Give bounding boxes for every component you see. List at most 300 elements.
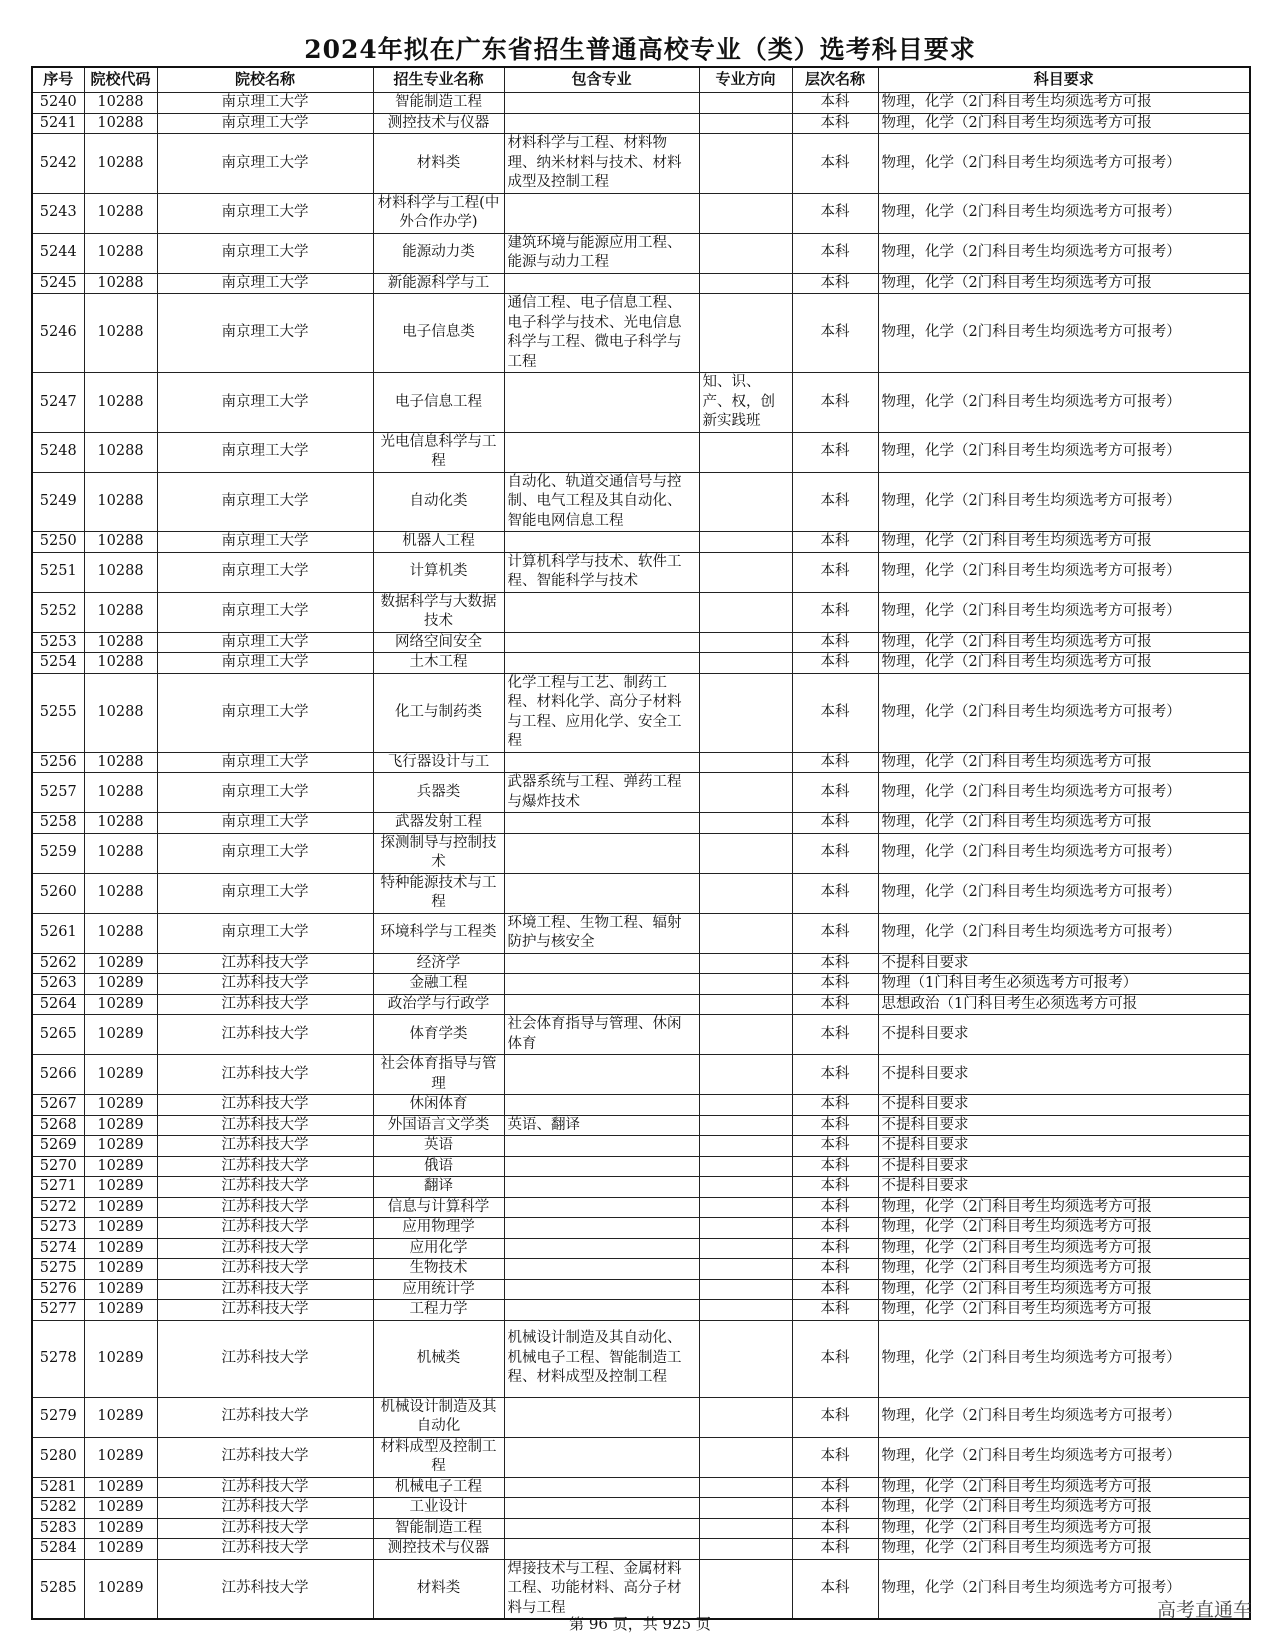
school-code-cell: 10289 bbox=[84, 1259, 157, 1280]
seq-cell: 5245 bbox=[32, 273, 84, 294]
seq-cell: 5272 bbox=[32, 1197, 84, 1218]
requirement-cell: 物理，化学（2门科目考生均须选考方可报 bbox=[878, 532, 1250, 553]
level-cell: 本科 bbox=[792, 953, 878, 974]
school-name-cell: 南京理工大学 bbox=[157, 93, 373, 114]
school-name-cell: 江苏科技大学 bbox=[157, 994, 373, 1015]
school-code-cell: 10288 bbox=[84, 432, 157, 472]
major-cell: 自动化类 bbox=[373, 472, 504, 532]
level-cell: 本科 bbox=[792, 1437, 878, 1477]
school-code-cell: 10288 bbox=[84, 673, 157, 752]
requirement-cell: 物理，化学（2门科目考生均须选考方可报考） bbox=[878, 1437, 1250, 1477]
requirement-cell: 物理，化学（2门科目考生均须选考方可报考） bbox=[878, 833, 1250, 873]
table-row bbox=[32, 1397, 1250, 1437]
table-row bbox=[32, 294, 1250, 373]
included-majors-cell: 材料科学与工程、材料物理、纳米材料与技术、材料成型及控制工程 bbox=[504, 134, 699, 194]
direction-cell bbox=[699, 1259, 792, 1280]
page-title: 2024年拟在广东省招生普通高校专业（类）选考科目要求 bbox=[304, 35, 976, 64]
seq-cell: 5251 bbox=[32, 552, 84, 592]
school-name-cell: 江苏科技大学 bbox=[157, 1477, 373, 1498]
school-name-cell: 南京理工大学 bbox=[157, 113, 373, 134]
level-cell: 本科 bbox=[792, 1015, 878, 1055]
table-row bbox=[32, 1095, 1250, 1116]
level-cell: 本科 bbox=[792, 653, 878, 674]
level-cell: 本科 bbox=[792, 294, 878, 373]
included-majors-cell: 英语、翻译 bbox=[504, 1115, 699, 1136]
level-cell: 本科 bbox=[792, 552, 878, 592]
included-majors-cell bbox=[504, 532, 699, 553]
level-cell: 本科 bbox=[792, 193, 878, 233]
major-cell: 兵器类 bbox=[373, 773, 504, 813]
table-row bbox=[32, 1518, 1250, 1539]
table-row bbox=[32, 1115, 1250, 1136]
seq-cell: 5250 bbox=[32, 532, 84, 553]
direction-cell bbox=[699, 1197, 792, 1218]
major-cell: 材料类 bbox=[373, 1559, 504, 1619]
level-cell: 本科 bbox=[792, 1539, 878, 1560]
major-cell: 土木工程 bbox=[373, 653, 504, 674]
level-cell: 本科 bbox=[792, 1115, 878, 1136]
school-name-cell: 江苏科技大学 bbox=[157, 1320, 373, 1397]
major-cell: 机械电子工程 bbox=[373, 1477, 504, 1498]
seq-cell: 5255 bbox=[32, 673, 84, 752]
seq-cell: 5249 bbox=[32, 472, 84, 532]
direction-cell bbox=[699, 1539, 792, 1560]
direction-cell bbox=[699, 1136, 792, 1157]
included-majors-cell: 计算机科学与技术、软件工程、智能科学与技术 bbox=[504, 552, 699, 592]
requirement-cell: 物理，化学（2门科目考生均须选考方可报 bbox=[878, 1218, 1250, 1239]
included-majors-cell bbox=[504, 1437, 699, 1477]
included-majors-cell bbox=[504, 1279, 699, 1300]
level-cell: 本科 bbox=[792, 974, 878, 995]
level-cell: 本科 bbox=[792, 113, 878, 134]
level-cell: 本科 bbox=[792, 472, 878, 532]
direction-cell bbox=[699, 833, 792, 873]
direction-cell bbox=[699, 752, 792, 773]
level-cell: 本科 bbox=[792, 1156, 878, 1177]
direction-cell bbox=[699, 773, 792, 813]
school-code-cell: 10288 bbox=[84, 472, 157, 532]
included-majors-cell: 化学工程与工艺、制药工程、材料化学、高分子材料与工程、应用化学、安全工程 bbox=[504, 673, 699, 752]
table-row bbox=[32, 1218, 1250, 1239]
major-cell: 应用统计学 bbox=[373, 1279, 504, 1300]
table-row bbox=[32, 1279, 1250, 1300]
major-cell: 电子信息类 bbox=[373, 294, 504, 373]
table-row bbox=[32, 432, 1250, 472]
major-cell: 新能源科学与工 bbox=[373, 273, 504, 294]
school-name-cell: 南京理工大学 bbox=[157, 592, 373, 632]
seq-cell: 5254 bbox=[32, 653, 84, 674]
school-code-cell: 10288 bbox=[84, 294, 157, 373]
table-row bbox=[32, 373, 1250, 433]
direction-cell bbox=[699, 93, 792, 114]
requirement-cell: 物理，化学（2门科目考生均须选考方可报考） bbox=[878, 432, 1250, 472]
included-majors-cell bbox=[504, 1518, 699, 1539]
table-row bbox=[32, 1477, 1250, 1498]
direction-cell bbox=[699, 113, 792, 134]
seq-cell: 5265 bbox=[32, 1015, 84, 1055]
level-cell: 本科 bbox=[792, 273, 878, 294]
table-row bbox=[32, 752, 1250, 773]
school-code-cell: 10288 bbox=[84, 373, 157, 433]
school-name-cell: 江苏科技大学 bbox=[157, 1015, 373, 1055]
direction-cell bbox=[699, 233, 792, 273]
school-code-cell: 10289 bbox=[84, 1518, 157, 1539]
table-row bbox=[32, 833, 1250, 873]
major-cell: 应用物理学 bbox=[373, 1218, 504, 1239]
included-majors-cell bbox=[504, 1539, 699, 1560]
school-code-cell: 10288 bbox=[84, 273, 157, 294]
included-majors-cell: 机械设计制造及其自动化、机械电子工程、智能制造工程、材料成型及控制工程 bbox=[504, 1320, 699, 1397]
major-cell: 测控技术与仪器 bbox=[373, 113, 504, 134]
level-cell: 本科 bbox=[792, 1259, 878, 1280]
major-cell: 生物技术 bbox=[373, 1259, 504, 1280]
level-cell: 本科 bbox=[792, 1498, 878, 1519]
included-majors-cell bbox=[504, 1259, 699, 1280]
included-majors-cell bbox=[504, 653, 699, 674]
direction-cell bbox=[699, 1238, 792, 1259]
school-name-cell: 南京理工大学 bbox=[157, 472, 373, 532]
requirement-cell: 物理，化学（2门科目考生均须选考方可报考） bbox=[878, 373, 1250, 433]
major-cell: 工业设计 bbox=[373, 1498, 504, 1519]
included-majors-cell bbox=[504, 1397, 699, 1437]
major-cell: 工程力学 bbox=[373, 1300, 504, 1321]
school-name-cell: 南京理工大学 bbox=[157, 273, 373, 294]
level-cell: 本科 bbox=[792, 913, 878, 953]
school-code-cell: 10289 bbox=[84, 1015, 157, 1055]
direction-cell bbox=[699, 294, 792, 373]
major-cell: 能源动力类 bbox=[373, 233, 504, 273]
school-name-cell: 江苏科技大学 bbox=[157, 1055, 373, 1095]
school-name-cell: 南京理工大学 bbox=[157, 913, 373, 953]
table-row bbox=[32, 673, 1250, 752]
school-name-cell: 江苏科技大学 bbox=[157, 1279, 373, 1300]
direction-cell bbox=[699, 1055, 792, 1095]
table-row bbox=[32, 273, 1250, 294]
requirement-cell: 物理，化学（2门科目考生均须选考方可报考） bbox=[878, 1397, 1250, 1437]
level-cell: 本科 bbox=[792, 1477, 878, 1498]
seq-cell: 5263 bbox=[32, 974, 84, 995]
school-code-cell: 10289 bbox=[84, 1177, 157, 1198]
school-name-cell: 南京理工大学 bbox=[157, 632, 373, 653]
table-row bbox=[32, 813, 1250, 834]
requirement-cell: 物理，化学（2门科目考生均须选考方可报 bbox=[878, 1518, 1250, 1539]
level-cell: 本科 bbox=[792, 752, 878, 773]
major-cell: 英语 bbox=[373, 1136, 504, 1157]
table-row bbox=[32, 233, 1250, 273]
level-cell: 本科 bbox=[792, 1397, 878, 1437]
level-cell: 本科 bbox=[792, 592, 878, 632]
direction-cell bbox=[699, 994, 792, 1015]
direction-cell bbox=[699, 1115, 792, 1136]
direction-cell bbox=[699, 273, 792, 294]
level-cell: 本科 bbox=[792, 1300, 878, 1321]
included-majors-cell bbox=[504, 1136, 699, 1157]
seq-cell: 5275 bbox=[32, 1259, 84, 1280]
school-code-cell: 10289 bbox=[84, 1197, 157, 1218]
level-cell: 本科 bbox=[792, 1136, 878, 1157]
requirement-cell: 物理，化学（2门科目考生均须选考方可报考） bbox=[878, 592, 1250, 632]
direction-cell bbox=[699, 552, 792, 592]
seq-cell: 5262 bbox=[32, 953, 84, 974]
table-row bbox=[32, 994, 1250, 1015]
header-col-seq: 序号 bbox=[32, 67, 84, 93]
school-code-cell: 10289 bbox=[84, 1156, 157, 1177]
level-cell: 本科 bbox=[792, 773, 878, 813]
requirement-cell: 物理，化学（2门科目考生均须选考方可报考） bbox=[878, 472, 1250, 532]
school-name-cell: 南京理工大学 bbox=[157, 813, 373, 834]
included-majors-cell bbox=[504, 974, 699, 995]
school-code-cell: 10289 bbox=[84, 1559, 157, 1619]
included-majors-cell: 焊接技术与工程、金属材料工程、功能材料、高分子材料与工程 bbox=[504, 1559, 699, 1619]
page-number: 第 96 页，共 925 页 bbox=[569, 1615, 711, 1633]
school-name-cell: 南京理工大学 bbox=[157, 134, 373, 194]
requirement-cell: 物理，化学（2门科目考生均须选考方可报 bbox=[878, 1539, 1250, 1560]
table-row bbox=[32, 1539, 1250, 1560]
table-row bbox=[32, 193, 1250, 233]
school-code-cell: 10288 bbox=[84, 552, 157, 592]
header-col-included: 包含专业 bbox=[504, 67, 699, 93]
table-row bbox=[32, 1300, 1250, 1321]
requirement-cell: 不提科目要求 bbox=[878, 953, 1250, 974]
school-code-cell: 10289 bbox=[84, 1095, 157, 1116]
direction-cell bbox=[699, 1300, 792, 1321]
school-name-cell: 南京理工大学 bbox=[157, 193, 373, 233]
school-code-cell: 10288 bbox=[84, 233, 157, 273]
table-row bbox=[32, 532, 1250, 553]
included-majors-cell: 武器系统与工程、弹药工程与爆炸技术 bbox=[504, 773, 699, 813]
school-code-cell: 10289 bbox=[84, 1055, 157, 1095]
major-cell: 政治学与行政学 bbox=[373, 994, 504, 1015]
school-name-cell: 江苏科技大学 bbox=[157, 953, 373, 974]
school-code-cell: 10289 bbox=[84, 1238, 157, 1259]
included-majors-cell bbox=[504, 1177, 699, 1198]
school-code-cell: 10289 bbox=[84, 1279, 157, 1300]
school-name-cell: 江苏科技大学 bbox=[157, 1115, 373, 1136]
included-majors-cell bbox=[504, 1498, 699, 1519]
school-name-cell: 江苏科技大学 bbox=[157, 1095, 373, 1116]
table-row bbox=[32, 1559, 1250, 1619]
school-name-cell: 江苏科技大学 bbox=[157, 1197, 373, 1218]
included-majors-cell: 通信工程、电子信息工程、电子科学与技术、光电信息科学与工程、微电子科学与工程 bbox=[504, 294, 699, 373]
school-name-cell: 南京理工大学 bbox=[157, 752, 373, 773]
direction-cell bbox=[699, 1477, 792, 1498]
direction-cell bbox=[699, 813, 792, 834]
included-majors-cell bbox=[504, 752, 699, 773]
direction-cell bbox=[699, 532, 792, 553]
seq-cell: 5281 bbox=[32, 1477, 84, 1498]
requirements-table bbox=[31, 66, 1251, 1620]
major-cell: 俄语 bbox=[373, 1156, 504, 1177]
table-body bbox=[32, 93, 1250, 1620]
direction-cell bbox=[699, 1177, 792, 1198]
direction-cell bbox=[699, 193, 792, 233]
major-cell: 应用化学 bbox=[373, 1238, 504, 1259]
school-code-cell: 10288 bbox=[84, 93, 157, 114]
seq-cell: 5252 bbox=[32, 592, 84, 632]
level-cell: 本科 bbox=[792, 1177, 878, 1198]
included-majors-cell bbox=[504, 1300, 699, 1321]
table-row bbox=[32, 1177, 1250, 1198]
school-code-cell: 10288 bbox=[84, 773, 157, 813]
seq-cell: 5240 bbox=[32, 93, 84, 114]
table-row bbox=[32, 134, 1250, 194]
level-cell: 本科 bbox=[792, 873, 878, 913]
school-code-cell: 10289 bbox=[84, 1539, 157, 1560]
major-cell: 数据科学与大数据技术 bbox=[373, 592, 504, 632]
requirement-cell: 物理，化学（2门科目考生均须选考方可报考） bbox=[878, 294, 1250, 373]
direction-cell bbox=[699, 1156, 792, 1177]
level-cell: 本科 bbox=[792, 1197, 878, 1218]
seq-cell: 5242 bbox=[32, 134, 84, 194]
school-name-cell: 江苏科技大学 bbox=[157, 974, 373, 995]
requirement-cell: 思想政治（1门科目考生必须选考方可报 bbox=[878, 994, 1250, 1015]
level-cell: 本科 bbox=[792, 833, 878, 873]
seq-cell: 5261 bbox=[32, 913, 84, 953]
direction-cell bbox=[699, 673, 792, 752]
requirement-cell: 物理，化学（2门科目考生均须选考方可报 bbox=[878, 1197, 1250, 1218]
direction-cell bbox=[699, 873, 792, 913]
direction-cell bbox=[699, 1218, 792, 1239]
table-row bbox=[32, 953, 1250, 974]
table-row bbox=[32, 1238, 1250, 1259]
school-code-cell: 10289 bbox=[84, 953, 157, 974]
direction-cell bbox=[699, 472, 792, 532]
requirement-cell: 不提科目要求 bbox=[878, 1177, 1250, 1198]
school-name-cell: 江苏科技大学 bbox=[157, 1259, 373, 1280]
included-majors-cell bbox=[504, 1477, 699, 1498]
school-code-cell: 10288 bbox=[84, 592, 157, 632]
table-row bbox=[32, 773, 1250, 813]
school-name-cell: 江苏科技大学 bbox=[157, 1177, 373, 1198]
major-cell: 武器发射工程 bbox=[373, 813, 504, 834]
level-cell: 本科 bbox=[792, 233, 878, 273]
major-cell: 化工与制药类 bbox=[373, 673, 504, 752]
school-name-cell: 南京理工大学 bbox=[157, 373, 373, 433]
school-name-cell: 南京理工大学 bbox=[157, 294, 373, 373]
requirement-cell: 物理，化学（2门科目考生均须选考方可报考） bbox=[878, 233, 1250, 273]
requirement-cell: 物理，化学（2门科目考生均须选考方可报考） bbox=[878, 873, 1250, 913]
seq-cell: 5267 bbox=[32, 1095, 84, 1116]
requirement-cell: 不提科目要求 bbox=[878, 1015, 1250, 1055]
school-code-cell: 10288 bbox=[84, 653, 157, 674]
included-majors-cell bbox=[504, 632, 699, 653]
included-majors-cell bbox=[504, 193, 699, 233]
seq-cell: 5271 bbox=[32, 1177, 84, 1198]
seq-cell: 5279 bbox=[32, 1397, 84, 1437]
seq-cell: 5274 bbox=[32, 1238, 84, 1259]
direction-cell bbox=[699, 953, 792, 974]
included-majors-cell bbox=[504, 813, 699, 834]
table-row bbox=[32, 653, 1250, 674]
direction-cell bbox=[699, 974, 792, 995]
major-cell: 探测制导与控制技术 bbox=[373, 833, 504, 873]
level-cell: 本科 bbox=[792, 1218, 878, 1239]
school-name-cell: 江苏科技大学 bbox=[157, 1136, 373, 1157]
school-name-cell: 江苏科技大学 bbox=[157, 1156, 373, 1177]
requirement-cell: 物理，化学（2门科目考生均须选考方可报考） bbox=[878, 552, 1250, 592]
school-code-cell: 10288 bbox=[84, 632, 157, 653]
table-row bbox=[32, 632, 1250, 653]
table-row bbox=[32, 1437, 1250, 1477]
direction-cell bbox=[699, 592, 792, 632]
school-code-cell: 10289 bbox=[84, 994, 157, 1015]
major-cell: 外国语言文学类 bbox=[373, 1115, 504, 1136]
seq-cell: 5244 bbox=[32, 233, 84, 273]
school-name-cell: 江苏科技大学 bbox=[157, 1559, 373, 1619]
school-name-cell: 江苏科技大学 bbox=[157, 1437, 373, 1477]
direction-cell bbox=[699, 1559, 792, 1619]
level-cell: 本科 bbox=[792, 432, 878, 472]
school-code-cell: 10288 bbox=[84, 873, 157, 913]
level-cell: 本科 bbox=[792, 1559, 878, 1619]
major-cell: 体育学类 bbox=[373, 1015, 504, 1055]
level-cell: 本科 bbox=[792, 1095, 878, 1116]
requirement-cell: 物理，化学（2门科目考生均须选考方可报考） bbox=[878, 673, 1250, 752]
school-name-cell: 江苏科技大学 bbox=[157, 1238, 373, 1259]
included-majors-cell bbox=[504, 373, 699, 433]
table-row bbox=[32, 913, 1250, 953]
table-row bbox=[32, 113, 1250, 134]
included-majors-cell bbox=[504, 273, 699, 294]
direction-cell bbox=[699, 653, 792, 674]
table-row bbox=[32, 1320, 1250, 1397]
requirement-cell: 物理，化学（2门科目考生均须选考方可报考） bbox=[878, 913, 1250, 953]
level-cell: 本科 bbox=[792, 532, 878, 553]
included-majors-cell: 社会体育指导与管理、休闲体育 bbox=[504, 1015, 699, 1055]
table-row bbox=[32, 974, 1250, 995]
school-name-cell: 江苏科技大学 bbox=[157, 1397, 373, 1437]
table-row bbox=[32, 1259, 1250, 1280]
requirement-cell: 物理，化学（2门科目考生均须选考方可报 bbox=[878, 1477, 1250, 1498]
seq-cell: 5276 bbox=[32, 1279, 84, 1300]
major-cell: 机械设计制造及其自动化 bbox=[373, 1397, 504, 1437]
school-code-cell: 10288 bbox=[84, 913, 157, 953]
school-code-cell: 10289 bbox=[84, 1498, 157, 1519]
direction-cell bbox=[699, 1279, 792, 1300]
included-majors-cell bbox=[504, 1197, 699, 1218]
included-majors-cell bbox=[504, 113, 699, 134]
major-cell: 材料成型及控制工程 bbox=[373, 1437, 504, 1477]
requirement-cell: 物理，化学（2门科目考生均须选考方可报考） bbox=[878, 1320, 1250, 1397]
level-cell: 本科 bbox=[792, 1320, 878, 1397]
school-code-cell: 10288 bbox=[84, 752, 157, 773]
major-cell: 飞行器设计与工 bbox=[373, 752, 504, 773]
requirement-cell: 物理，化学（2门科目考生均须选考方可报 bbox=[878, 1238, 1250, 1259]
included-majors-cell: 自动化、轨道交通信号与控制、电气工程及其自动化、智能电网信息工程 bbox=[504, 472, 699, 532]
level-cell: 本科 bbox=[792, 373, 878, 433]
seq-cell: 5273 bbox=[32, 1218, 84, 1239]
school-name-cell: 南京理工大学 bbox=[157, 873, 373, 913]
major-cell: 智能制造工程 bbox=[373, 93, 504, 114]
major-cell: 特种能源技术与工程 bbox=[373, 873, 504, 913]
school-code-cell: 10289 bbox=[84, 1300, 157, 1321]
included-majors-cell: 环境工程、生物工程、辐射防护与核安全 bbox=[504, 913, 699, 953]
major-cell: 光电信息科学与工程 bbox=[373, 432, 504, 472]
direction-cell bbox=[699, 1518, 792, 1539]
level-cell: 本科 bbox=[792, 994, 878, 1015]
requirement-cell: 物理，化学（2门科目考生均须选考方可报 bbox=[878, 813, 1250, 834]
requirement-cell: 物理，化学（2门科目考生均须选考方可报 bbox=[878, 632, 1250, 653]
major-cell: 网络空间安全 bbox=[373, 632, 504, 653]
requirement-cell: 物理，化学（2门科目考生均须选考方可报 bbox=[878, 1259, 1250, 1280]
school-code-cell: 10288 bbox=[84, 833, 157, 873]
requirement-cell: 物理，化学（2门科目考生均须选考方可报考） bbox=[878, 134, 1250, 194]
seq-cell: 5278 bbox=[32, 1320, 84, 1397]
seq-cell: 5253 bbox=[32, 632, 84, 653]
seq-cell: 5264 bbox=[32, 994, 84, 1015]
school-code-cell: 10289 bbox=[84, 1437, 157, 1477]
seq-cell: 5282 bbox=[32, 1498, 84, 1519]
